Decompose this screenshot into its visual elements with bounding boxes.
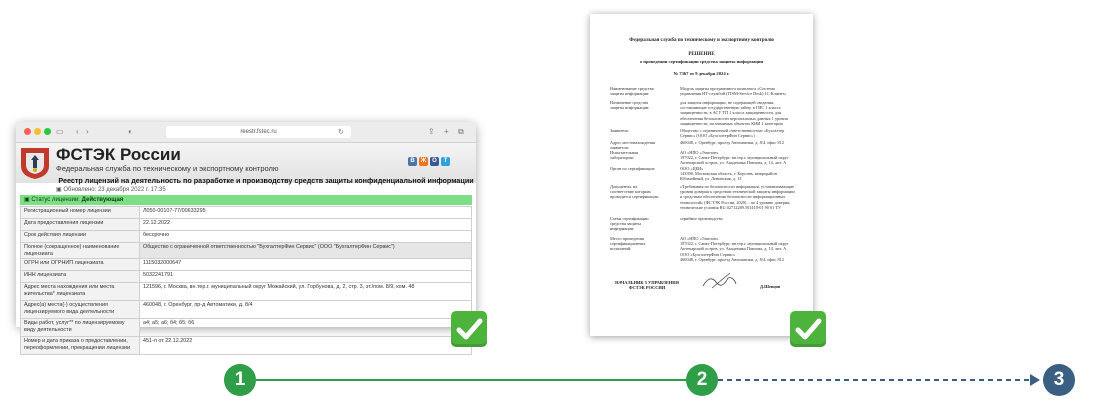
step-1-circle xyxy=(224,364,256,396)
doc-field-key xyxy=(610,128,674,133)
table-row xyxy=(21,337,472,355)
tabs-overview-icon[interactable]: ⧉ xyxy=(458,127,464,136)
doc-field-value-line: 143390, Московская область, г. Королев, микрорайон xyxy=(680,171,777,177)
doc-field-value xyxy=(680,140,798,145)
share-icon[interactable]: ⇪ xyxy=(428,127,435,136)
doc-field-value xyxy=(680,150,798,166)
doc-field-value-line: Модуль защиты программного комплекса «Система xyxy=(680,86,775,91)
doc-field-value-line: защищенности, на значимых объектах КИИ 1 категории xyxy=(680,120,783,126)
doc-field-value-line: 197022, г. Санкт-Петербург, вн.тер.г. муниципальный округ xyxy=(680,155,789,161)
back-icon[interactable]: ‹ xyxy=(76,127,79,136)
table-row xyxy=(21,319,472,337)
table-row xyxy=(21,271,472,283)
doc-field-value-line: Аптекарский остров, ул. Академика Павлова, д. 14, лит. А xyxy=(680,246,787,252)
doc-field-key xyxy=(610,184,674,200)
table-row xyxy=(21,243,472,259)
license-table xyxy=(20,206,472,355)
doc-field-value xyxy=(680,86,798,96)
maximize-window-icon[interactable] xyxy=(44,128,51,135)
doc-field-value xyxy=(680,166,798,182)
ok-icon[interactable] xyxy=(419,157,428,166)
table-row xyxy=(21,301,472,319)
updated-text: Обновлено: 23 декабря 2022 г. 17:35 xyxy=(63,187,166,193)
registry-page xyxy=(16,143,476,351)
doc-field-key xyxy=(610,166,674,171)
doc-field-key-line: заявителя: xyxy=(610,145,630,151)
step-2-circle xyxy=(686,364,718,396)
license-status: ▣ Статус лицензии: Действующая xyxy=(20,195,472,205)
browser-toolbar xyxy=(16,122,476,143)
doc-field-key-line: Орган по сертификации: xyxy=(610,166,656,171)
doc-field-value-line: и средствам обеспечения безопасности информационных xyxy=(680,194,786,200)
doc-field-key-line: Место проведения xyxy=(610,236,644,241)
doc-signer-name: Д.Шевцов xyxy=(760,284,781,289)
row-key: Адрес(а) места(-) осуществления лицензируемого вида деятельности xyxy=(21,301,140,319)
doc-field-key-line: Адрес местонахождения xyxy=(610,140,655,145)
table-row xyxy=(21,231,472,243)
vk-label: В xyxy=(410,158,415,164)
signer-title-line: НАЧАЛЬНИК 5 УПРАВЛЕНИЯ xyxy=(615,280,679,285)
row-value: 460048, г. Оренбург, пр-д Автоматики, д. 8/4 xyxy=(140,301,472,319)
ok-label: Ж xyxy=(420,158,427,164)
doc-subheading: о проведении сертификации средства защиты информации xyxy=(639,59,764,64)
step-3-circle xyxy=(1043,364,1075,396)
table-row xyxy=(21,207,472,219)
doc-field-value-line: обеспечения безопасности персональных данных 1 уровня xyxy=(680,115,788,121)
doc-field-value-line: Юбилейный, ул. Ленинская, д. 13 xyxy=(680,176,742,182)
row-key: Дата предоставления лицензии xyxy=(21,219,140,231)
telegram-label: Т xyxy=(443,158,448,164)
doc-field-key-line: испытаний: xyxy=(610,246,632,252)
row-key: Адрес места нахождения или места жительства* лицензиата xyxy=(21,283,140,301)
doc-field-key-line: Заявитель: xyxy=(610,128,630,133)
row-value: бессрочно xyxy=(140,231,472,243)
doc-field-value-line: для защиты информации, не содержащей сведения, xyxy=(680,100,775,105)
doc-field-value-line: серийное производство xyxy=(680,216,723,221)
table-row xyxy=(21,283,472,301)
doc-field-value-line: АО «НПО «Эшелон» xyxy=(680,236,719,241)
table-row xyxy=(21,219,472,231)
odnoklassniki-icon[interactable] xyxy=(430,157,439,166)
certification-decision-document xyxy=(590,14,813,336)
doc-heading: РЕШЕНИЕ xyxy=(688,52,715,57)
close-window-icon[interactable] xyxy=(24,128,31,135)
doc-field-key-line: Испытательная xyxy=(610,150,638,155)
doc-field-value-line: технологий» (ФСТЭК России, 2020) – по 4 уровню доверия, xyxy=(680,199,791,205)
doc-field-key xyxy=(610,140,674,150)
status-value: Действующая xyxy=(81,197,124,203)
doc-field-key-line: защиты информации: xyxy=(610,105,650,111)
doc-signer-title xyxy=(612,280,682,291)
shield-icon[interactable]: ◐ xyxy=(128,127,133,136)
doc-field-key-line: проводится сертификация: xyxy=(610,194,659,200)
signer-title-line: ФСТЭК РОССИИ xyxy=(628,285,666,291)
forward-icon[interactable]: › xyxy=(86,127,89,136)
doc-field-value-line: Сервис» (ООО «БухгалтерФин Сервис») xyxy=(680,133,755,139)
fstec-emblem-icon xyxy=(19,146,51,180)
row-key: Срок действия лицензии xyxy=(21,231,140,243)
step-number: 2 xyxy=(696,369,708,390)
doc-field-key-line: Наименование средства xyxy=(610,86,654,91)
doc-field-value xyxy=(680,100,798,126)
row-value: 5032241791 xyxy=(140,271,472,283)
doc-field-key xyxy=(610,86,674,96)
step-number: 1 xyxy=(234,369,246,390)
row-key: Регистрационный номер лицензии xyxy=(21,207,140,219)
doc-field-value-line: АО «НПО «Эшелон» xyxy=(680,150,719,155)
table-row xyxy=(21,259,472,271)
doc-field-value-line: Общество с ограниченной ответственностью «Бухгалтер xyxy=(680,128,785,133)
doc-number: № 7367 от 9 декабря 2024 г. xyxy=(673,71,730,76)
row-key: Полное (сокращенное) наименование лицензиата xyxy=(21,243,140,259)
doc-field-value-line: «Требования по безопасности информации, устанавливающие xyxy=(680,184,795,189)
doc-field-key xyxy=(610,100,674,110)
doc-field-value-line: Аптекарский остров, ул. Академика Павлова, д. 14, лит. А xyxy=(680,160,787,166)
doc-field-key-line: защиты информации: xyxy=(610,91,650,97)
doc-field-value-line: защищенности, в АСУ ТП 1 класса защищенности, для xyxy=(680,110,782,116)
row-value: Л050-00107-77/00633295 xyxy=(140,207,472,219)
arrow-head-icon xyxy=(1030,374,1040,386)
doc-field-key-line: сертификационных xyxy=(610,241,646,247)
signature-icon xyxy=(700,270,740,292)
row-key: ИНН лицензиата xyxy=(21,271,140,283)
doc-field-value-line: уровни доверия к средствам технической защиты информации xyxy=(680,189,795,195)
doc-field-value-line: 197022, г. Санкт-Петербург, вн.тер.г. муниципальный округ xyxy=(680,241,789,247)
doc-field-value-line: составляющие государственную тайну, в ГИС 1 класса xyxy=(680,105,781,111)
row-value: 22.12.2022 xyxy=(140,219,472,231)
doc-field-value-line: технические условия RU.02712289.501410-01 90 01 ТУ xyxy=(680,204,782,210)
doc-field-key-line: Документы, на xyxy=(610,184,638,189)
doc-field-key-line: информации: xyxy=(610,226,635,232)
doc-field-value-line: ООО «ЦБИ» xyxy=(680,166,704,171)
row-value: 121596, г. Москва, вн.тер.г. муниципальный округ Можайский, ул. Горбунова, д. 2, стр. 3, эт./пом. 8/9, ком. 48 xyxy=(140,283,472,301)
odnoklassniki-label: О xyxy=(432,158,437,164)
doc-field-key xyxy=(610,216,674,232)
step-number: 3 xyxy=(1053,369,1065,390)
sidebar-icon[interactable]: ▭ xyxy=(56,127,64,136)
check-mark-icon xyxy=(451,311,487,347)
site-brand[interactable]: ФСТЭК России xyxy=(56,145,181,164)
doc-field-key-line: средства защиты xyxy=(610,221,641,227)
row-key: Виды работ, услуг** по лицензируемому виду деятельности xyxy=(21,319,140,337)
status-label: Статус лицензии: xyxy=(31,197,80,203)
check-mark-icon xyxy=(790,311,826,347)
new-tab-icon[interactable]: + xyxy=(444,127,449,136)
doc-field-value-line: ООО «БухгалтерФин Сервис» xyxy=(680,251,736,257)
telegram-icon[interactable] xyxy=(441,157,450,166)
vk-icon[interactable] xyxy=(408,157,417,166)
site-subtitle: Федеральная служба по техническому и экспортному контролю xyxy=(56,164,279,173)
doc-field-key-line: лаборатория: xyxy=(610,155,634,161)
doc-field-key-line: Схема сертификации xyxy=(610,216,649,221)
registry-title: Реестр лицензий на деятельность по разработке и производству средств защиты конфиденциальной информации xyxy=(58,176,474,185)
doc-field-value-line: 460048, г. Оренбург, проезд Автоматики, д. 8/4, офис 812 xyxy=(680,140,784,145)
reload-icon[interactable]: ↻ xyxy=(338,129,344,136)
url-text: reestr.fstec.ru xyxy=(240,129,277,135)
doc-field-value xyxy=(680,128,798,138)
license-registry-screenshot xyxy=(16,122,476,351)
doc-field-key xyxy=(610,150,674,160)
minimize-window-icon[interactable] xyxy=(34,128,41,135)
row-key: ОГРН или ОГРНИП лицензиата xyxy=(21,259,140,271)
doc-field-value-line: управления ИТ-службой (ITSM-Service Desk) 1С:Клиент» xyxy=(680,91,787,97)
progress-connectors xyxy=(0,360,1100,400)
row-value: а4; а5; а6; б4; б5; б6 xyxy=(140,319,472,337)
row-value: 1115032000647 xyxy=(140,259,472,271)
doc-field-value-line: 460048, г. Оренбург, проезд Автоматики, д. 8/4, офис 812 xyxy=(680,256,784,262)
updated-timestamp: ▣ Обновлено: 23 декабря 2022 г. 17:35 xyxy=(56,187,166,193)
row-key: Номер и дата приказа о предоставлении, переоформлении, прекращении лицензии xyxy=(21,337,140,355)
doc-field-value xyxy=(680,236,798,262)
address-bar[interactable] xyxy=(166,126,351,138)
doc-field-key-line: соответствие которым xyxy=(610,189,651,195)
row-value: 451-л от 22.12.2022 xyxy=(140,337,472,355)
doc-field-key-line: Назначение средства xyxy=(610,100,649,105)
doc-agency: Федеральная служба по техническому и экспортному контролю xyxy=(629,38,774,43)
doc-field-key xyxy=(610,236,674,252)
row-value: Общество с ограниченной ответственностью "БухгалтерФин Сервис" (ООО "БухгалтерФин Сервис") xyxy=(140,243,472,259)
doc-field-value xyxy=(680,216,798,221)
doc-field-value xyxy=(680,184,798,210)
